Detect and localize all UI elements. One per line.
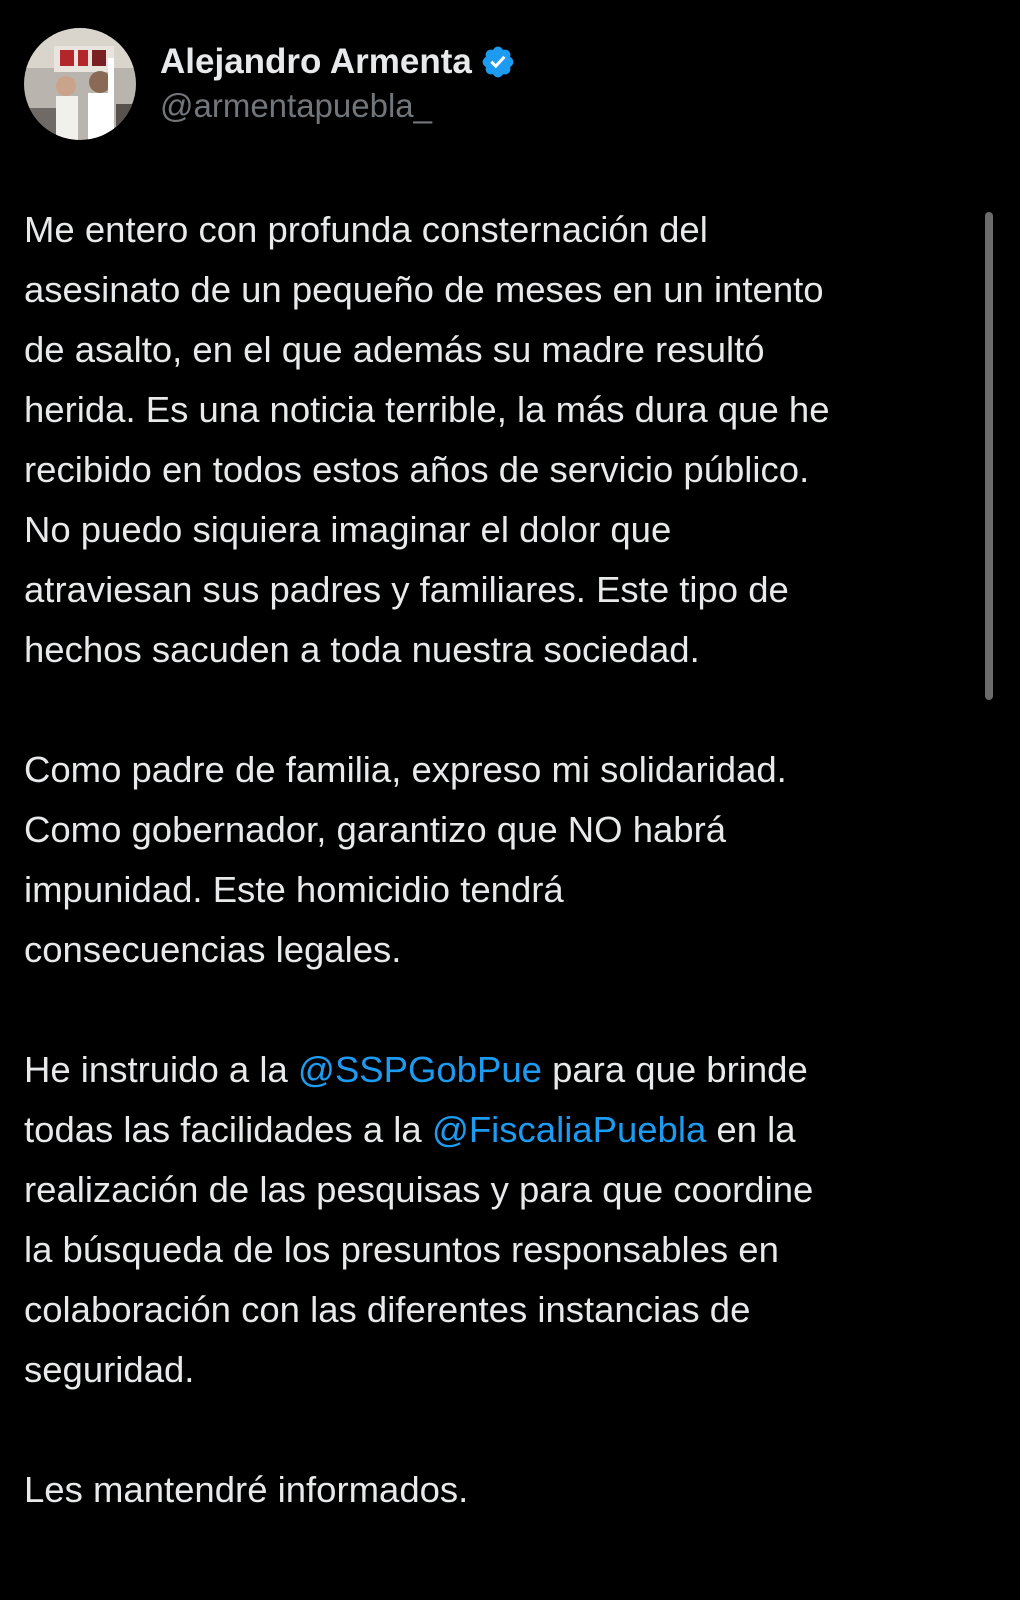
mention-sspgobpue-link[interactable]: @SSPGobPue [297,1049,542,1090]
paragraph-gap [24,680,984,740]
tweet-line [24,1100,984,1160]
tweet-text [24,200,984,1520]
tweet-line [24,1040,984,1100]
tweet-header [24,24,516,144]
author-display-name[interactable]: Alejandro Armenta [160,42,472,81]
verified-badge-icon[interactable] [480,44,516,80]
text-segment: en la [706,1109,796,1150]
name-row [160,40,516,84]
tweet-line: Como gobernador, garantizo que NO habrá [24,809,727,850]
mention-fiscaliapuebla-link[interactable]: @FiscaliaPuebla [431,1109,707,1150]
tweet-line: herida. Es una noticia terrible, la más dura que he [24,389,830,430]
tweet-line: asesinato de un pequeño de meses en un intento [24,269,824,310]
tweet-line: colaboración con las diferentes instancias de [24,1289,751,1330]
tweet-line: Me entero con profunda consternación del [24,209,708,250]
text-segment: He instruido a la [24,1049,298,1090]
text-segment: todas las facilidades a la [24,1109,432,1150]
avatar[interactable] [24,28,136,140]
paragraph-gap [24,1400,984,1460]
avatar-image [24,28,136,140]
tweet-line: hechos sacuden a toda nuestra sociedad. [24,629,700,670]
tweet-line: recibido en todos estos años de servicio público. [24,449,810,490]
tweet-line: impunidad. Este homicidio tendrá [24,869,564,910]
tweet-line: No puedo siquiera imaginar el dolor que [24,509,672,550]
scrollbar-thumb[interactable] [985,212,993,700]
author-names [160,40,516,128]
author-handle[interactable]: @armentapuebla_ [160,87,433,124]
tweet-line: atraviesan sus padres y familiares. Este tipo de [24,569,789,610]
paragraph-gap [24,980,984,1040]
tweet-line: consecuencias legales. [24,929,402,970]
text-segment: para que brinde [541,1049,808,1090]
tweet-line: Les mantendré informados. [24,1469,469,1510]
tweet-line: de asalto, en el que además su madre resultó [24,329,765,370]
tweet-line: realización de las pesquisas y para que coordine [24,1169,814,1210]
tweet-line: Como padre de familia, expreso mi solidaridad. [24,749,787,790]
tweet-line: la búsqueda de los presuntos responsables en [24,1229,779,1270]
tweet-line: seguridad. [24,1349,195,1390]
